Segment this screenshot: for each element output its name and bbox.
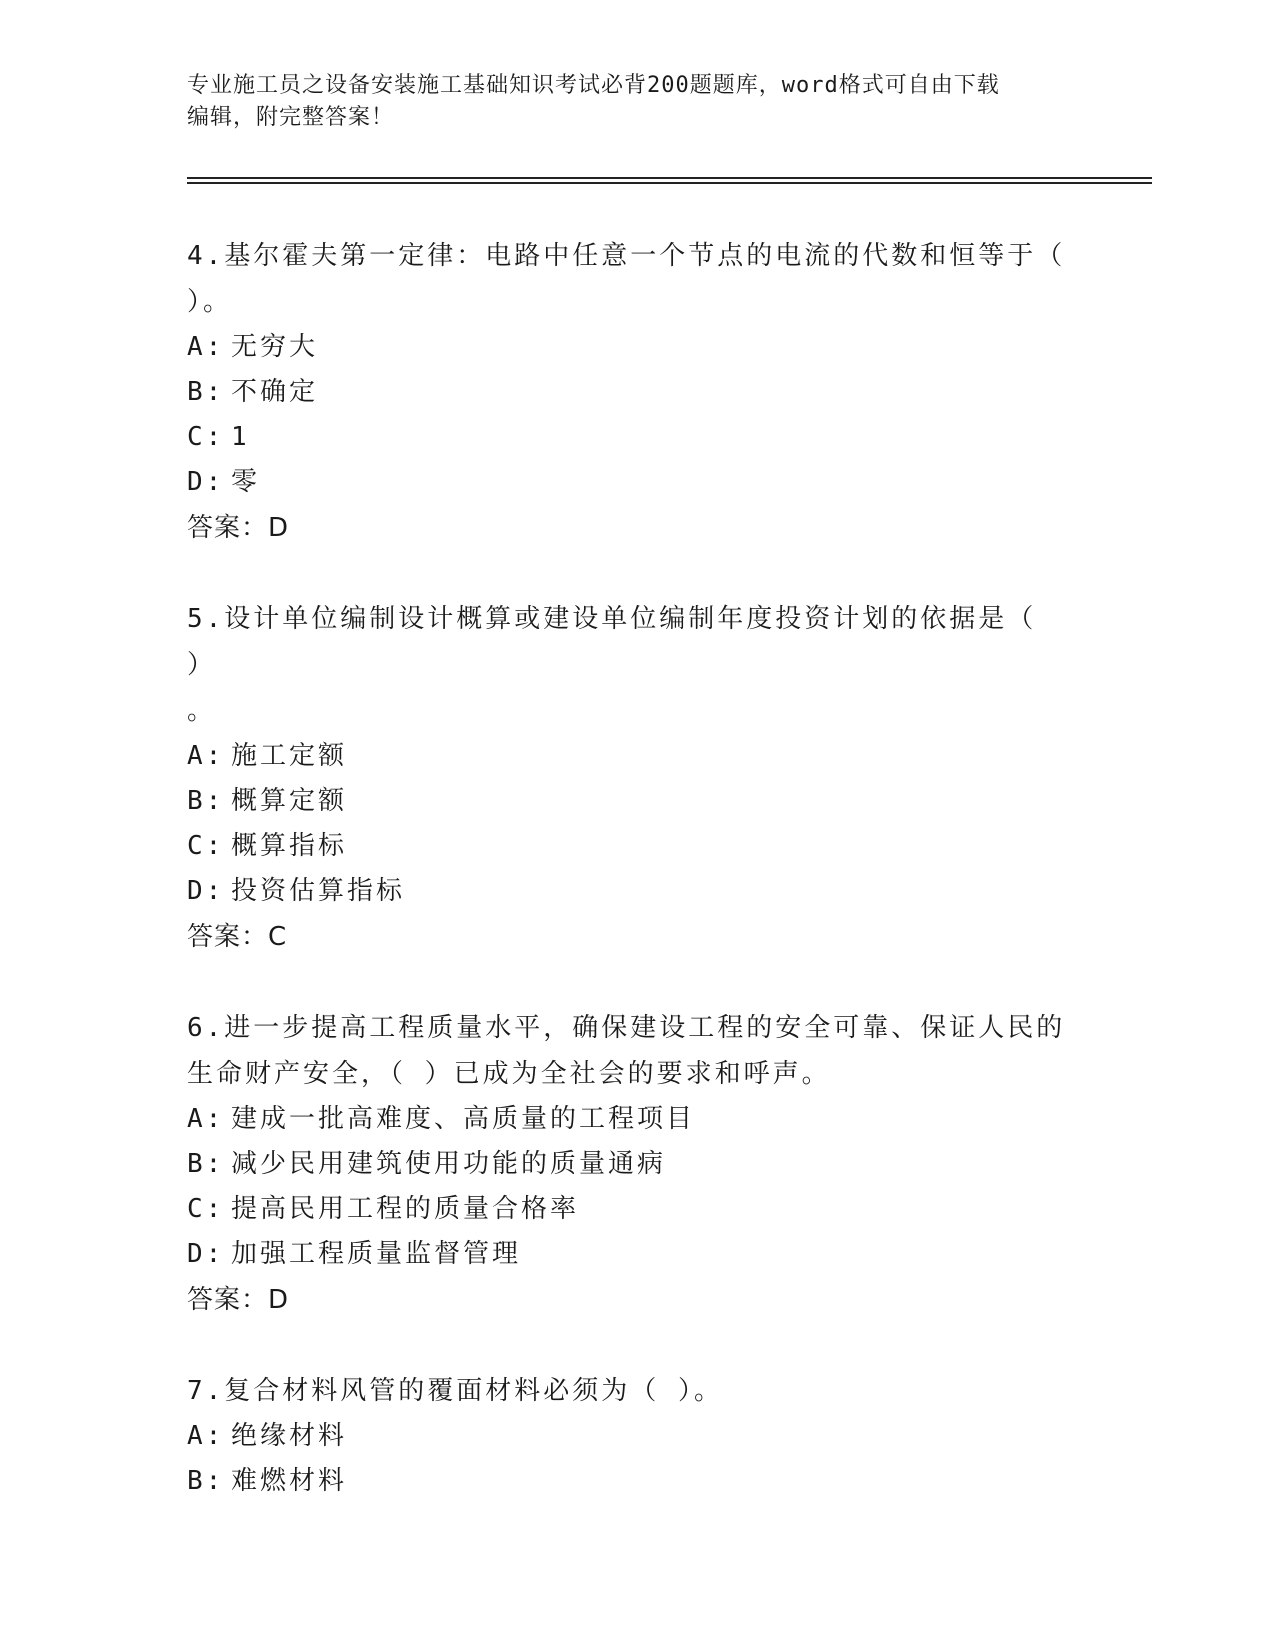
option-c — [187, 824, 1067, 869]
question-stem-line-1: 6.进一步提高工程质量水平，确保建设工程的安全可靠、保证人民的 — [187, 1013, 1066, 1043]
option-c — [187, 1187, 1067, 1232]
option-letter: B: — [187, 1149, 225, 1179]
option-c — [187, 415, 1067, 460]
document-header — [187, 70, 1067, 134]
header-divider-top — [187, 177, 1152, 179]
option-letter: D: — [187, 876, 225, 906]
question-stem — [187, 1368, 1067, 1414]
option-text: 减少民用建筑使用功能的质量通病 — [231, 1149, 667, 1179]
option-letter: D: — [187, 1239, 225, 1269]
header-divider-bottom — [187, 182, 1152, 184]
option-letter: B: — [187, 786, 225, 816]
option-text: 加强工程质量监督管理 — [231, 1239, 522, 1269]
option-b — [187, 1459, 1067, 1504]
option-letter: C: — [187, 422, 225, 452]
option-letter: C: — [187, 831, 225, 861]
option-text: 零 — [231, 467, 261, 497]
option-text: 绝缘材料 — [231, 1421, 348, 1451]
question-list — [187, 233, 1067, 1549]
question-stem-line-2: 生命财产安全，（ ）已成为全社会的要求和呼声。 — [187, 1059, 831, 1089]
option-a — [187, 325, 1067, 370]
question-7 — [187, 1368, 1067, 1504]
option-text: 建成一批高难度、高质量的工程项目 — [231, 1104, 696, 1134]
option-letter: A: — [187, 332, 225, 362]
option-text: 无穷大 — [231, 332, 319, 362]
option-b — [187, 1142, 1067, 1187]
option-text: 概算指标 — [231, 831, 348, 861]
header-line-2: 编辑，附完整答案！ — [187, 105, 395, 130]
option-text: 施工定额 — [231, 741, 348, 771]
option-d — [187, 460, 1067, 505]
question-4 — [187, 233, 1067, 551]
option-b — [187, 779, 1067, 824]
option-letter: A: — [187, 1104, 225, 1134]
question-stem-line-1: 5.设计单位编制设计概算或建设单位编制年度投资计划的依据是（ ） — [187, 604, 1037, 680]
option-letter: B: — [187, 1466, 225, 1496]
option-a — [187, 1414, 1067, 1459]
answer-label: 答案：D — [187, 513, 290, 543]
answer-label: 答案：C — [187, 922, 288, 952]
question-stem-line-2: ）。 — [187, 287, 233, 317]
option-text: 1 — [231, 422, 250, 452]
header-line-1: 专业施工员之设备安装施工基础知识考试必背200题题库，word格式可自由下载 — [187, 73, 1000, 98]
option-letter: A: — [187, 741, 225, 771]
question-5 — [187, 596, 1067, 960]
option-text: 不确定 — [231, 377, 319, 407]
question-stem — [187, 233, 1067, 325]
question-stem-line-1: 7.复合材料风管的覆面材料必须为（ ）。 — [187, 1376, 723, 1406]
option-d — [187, 1232, 1067, 1277]
answer-label: 答案：D — [187, 1285, 290, 1315]
question-stem — [187, 1005, 1067, 1097]
option-letter: D: — [187, 467, 225, 497]
option-letter: B: — [187, 377, 225, 407]
option-letter: A: — [187, 1421, 225, 1451]
option-text: 难燃材料 — [231, 1466, 348, 1496]
question-stem-line-2: 。 — [187, 696, 217, 726]
option-d — [187, 869, 1067, 914]
option-letter: C: — [187, 1194, 225, 1224]
option-text: 概算定额 — [231, 786, 348, 816]
option-a — [187, 1097, 1067, 1142]
option-text: 提高民用工程的质量合格率 — [231, 1194, 580, 1224]
question-stem-line-1: 4.基尔霍夫第一定律：电路中任意一个节点的电流的代数和恒等于（ — [187, 241, 1066, 271]
question-stem — [187, 596, 1067, 734]
question-6 — [187, 1005, 1067, 1323]
option-text: 投资估算指标 — [231, 876, 406, 906]
option-b — [187, 370, 1067, 415]
option-a — [187, 734, 1067, 779]
